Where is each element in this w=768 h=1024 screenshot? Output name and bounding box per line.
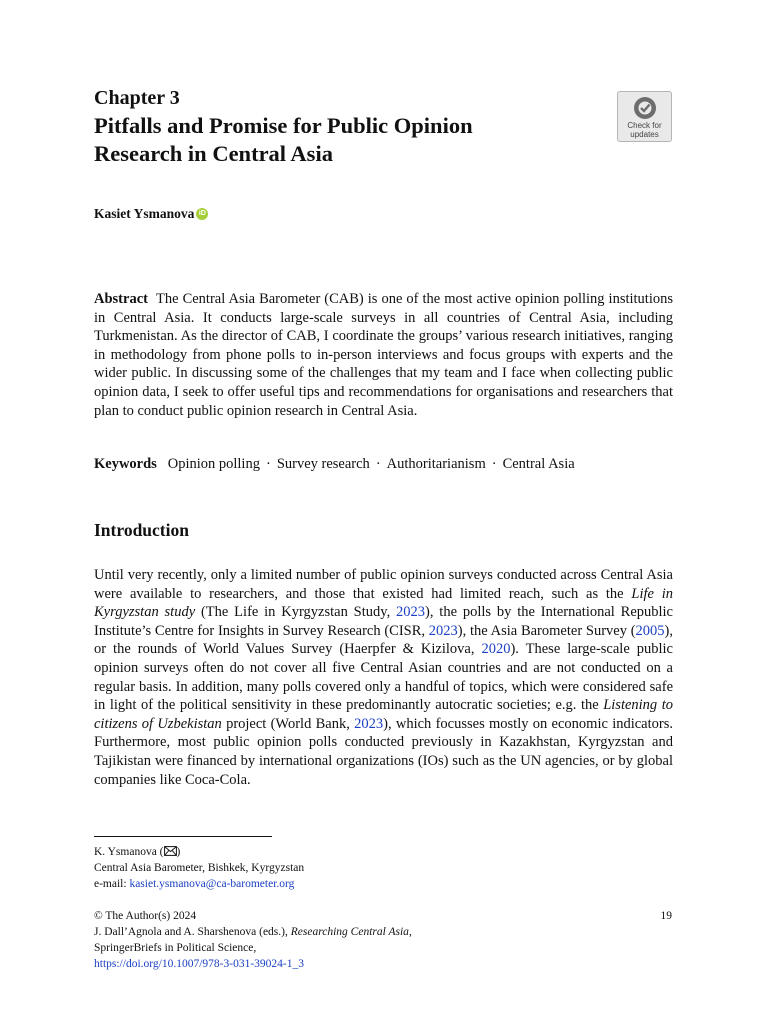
keyword: Authoritarianism (386, 456, 486, 472)
keyword: Central Asia (502, 456, 575, 472)
footnote-divider (94, 836, 272, 837)
footnote (94, 844, 304, 892)
orcid-icon[interactable]: iD (196, 208, 208, 220)
abstract-text: The Central Asia Barometer (CAB) is one of the most active opinion polling institutions in Central Asia. It conducts large-scale surveys in all countries of Central Asia, including Turkmenistan. As the director of CAB, I coordinate the groups’ various research initiatives, ranging in methodology from phone polls to in-person interviews and focus groups with experts and the wider public. In discussing some of the challenges that my team and I face when collecting public opinion data, I seek to offer useful tips and recommendations for organisations and researchers that plan to conduct public opinion research in Central Asia. (94, 291, 674, 419)
text-run: ), or the rounds of World Values Survey (Haerpfer & Kizilova, (94, 622, 673, 658)
text-run: (The Life in Kyrgyzstan Study, (195, 604, 397, 621)
copyright: © The Author(s) 2024 (94, 910, 197, 922)
page-number: 19 (660, 910, 672, 922)
email-label: e-mail: (94, 878, 130, 890)
chapter-title (94, 112, 594, 168)
corresponding-author (94, 844, 304, 860)
editors: J. Dall’Agnola and A. Sharshenova (eds.), (94, 926, 291, 938)
citation-link[interactable]: 2023 (428, 622, 458, 639)
keyword: Survey research (276, 456, 370, 472)
introduction-paragraph (94, 566, 673, 789)
doi-link[interactable]: https://doi.org/10.1007/978-3-031-39024-1_3 (94, 958, 304, 970)
text-run: Until very recently, only a limited number of public opinion surveys conducted across Central Asia were available to researchers, and those that existed had limited reach, such as the (94, 567, 673, 602)
abstract-label: Abstract (94, 291, 148, 307)
author-line (94, 206, 208, 222)
email-link[interactable]: kasiet.ysmanova@ca-barometer.org (129, 878, 295, 890)
check-for-updates-badge[interactable] (617, 91, 672, 142)
check-for-updates-text: Check for updates (627, 121, 662, 139)
text-run: project (World Bank, (221, 715, 355, 732)
section-heading-introduction: Introduction (94, 520, 189, 540)
text-run: ), the Asia Barometer Survey ( (457, 622, 636, 639)
italic-study-title: Life in Kyrgyzstan study (94, 585, 673, 621)
citation-link[interactable]: 2023 (396, 604, 426, 621)
keywords (94, 455, 694, 474)
series: SpringerBriefs in Political Science, (94, 942, 257, 954)
keyword-separator: · (265, 456, 271, 472)
author-affiliation: Central Asia Barometer, Bishkek, Kyrgyzstan (94, 862, 305, 874)
text-run: K. Ysmanova ( (94, 846, 164, 858)
chapter-label: Chapter 3 (94, 87, 180, 109)
citation-link[interactable]: 2023 (354, 715, 384, 732)
keyword-separator: · (375, 456, 381, 472)
text-run: ). These large-scale public opinion surveys often do not cover all five Central Asian countries and are not conducted on a regular basis. In addition, many polls covered only a handful of topics, which were considered safe in light of the political sensitivity in these predominantly autocratic societies; e.g. the (94, 641, 673, 714)
abstract (94, 290, 673, 420)
text-run: ), which focusses mostly on economic indicators. Furthermore, most public opinion polls conducted previously in Kazakhstan, Kyrgyzstan and Tajikistan were financed by international organizations (IOs) such as the UN agencies, or by global companies like Coca-Cola. (94, 715, 673, 788)
text-run: , (408, 926, 412, 938)
author-name: Kasiet Ysmanova (94, 206, 195, 221)
author-email-line (94, 876, 304, 892)
text-run: ), the polls by the International Republic Institute’s Centre for Insights in Survey Research (CISR, (94, 604, 673, 639)
check-for-updates-icon (632, 95, 658, 121)
chapter-title-line-2: Research in Central Asia (94, 141, 333, 166)
italic-project-title: Listening to citizens of Uzbekistan (94, 697, 673, 732)
citation-link[interactable]: 2020 (481, 641, 511, 658)
citation-link[interactable]: 2005 (635, 622, 665, 639)
keywords-label: Keywords (94, 456, 157, 472)
book-citation (94, 924, 673, 940)
envelope-icon[interactable] (164, 846, 177, 856)
text-run: ) (176, 846, 181, 858)
keyword: Opinion polling (167, 456, 260, 472)
chapter-title-line-1: Pitfalls and Promise for Public Opinion (94, 113, 473, 138)
publication-info (94, 908, 673, 972)
book-title: Researching Central Asia (290, 926, 409, 938)
keyword-separator: · (491, 456, 497, 472)
